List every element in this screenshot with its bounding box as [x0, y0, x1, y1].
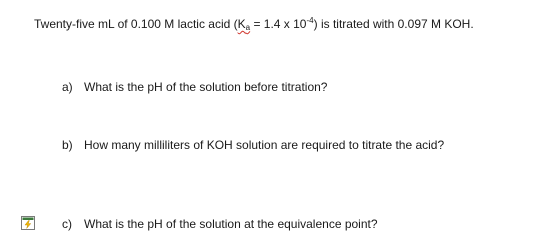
question-c-text: What is the pH of the solution at the equivalence point?	[84, 217, 378, 231]
lightning-doc-icon[interactable]	[21, 216, 35, 230]
question-b-label: b)	[62, 138, 73, 152]
ka-exponent: -4	[306, 16, 314, 25]
ka-symbol	[238, 17, 250, 31]
intro-suffix: ) is titrated with 0.097 M KOH.	[313, 17, 474, 31]
question-a-text: What is the pH of the solution before titration?	[84, 80, 328, 94]
ka-value: = 1.4 x 10	[250, 17, 307, 31]
question-a	[62, 80, 327, 94]
question-b-text: How many milliliters of KOH solution are required to titrate the acid?	[84, 138, 445, 152]
ka-subscript: a	[245, 23, 251, 32]
ka-notation	[238, 17, 250, 31]
question-a-label: a)	[62, 80, 73, 94]
ka-k: K	[237, 17, 246, 31]
intro-prefix: Twenty-five mL of 0.100 M lactic acid (	[34, 17, 238, 31]
question-c	[62, 217, 378, 231]
question-b	[62, 138, 444, 152]
lightning-doc-svg	[21, 216, 35, 230]
problem-statement	[34, 17, 474, 31]
question-c-label: c)	[62, 217, 72, 231]
